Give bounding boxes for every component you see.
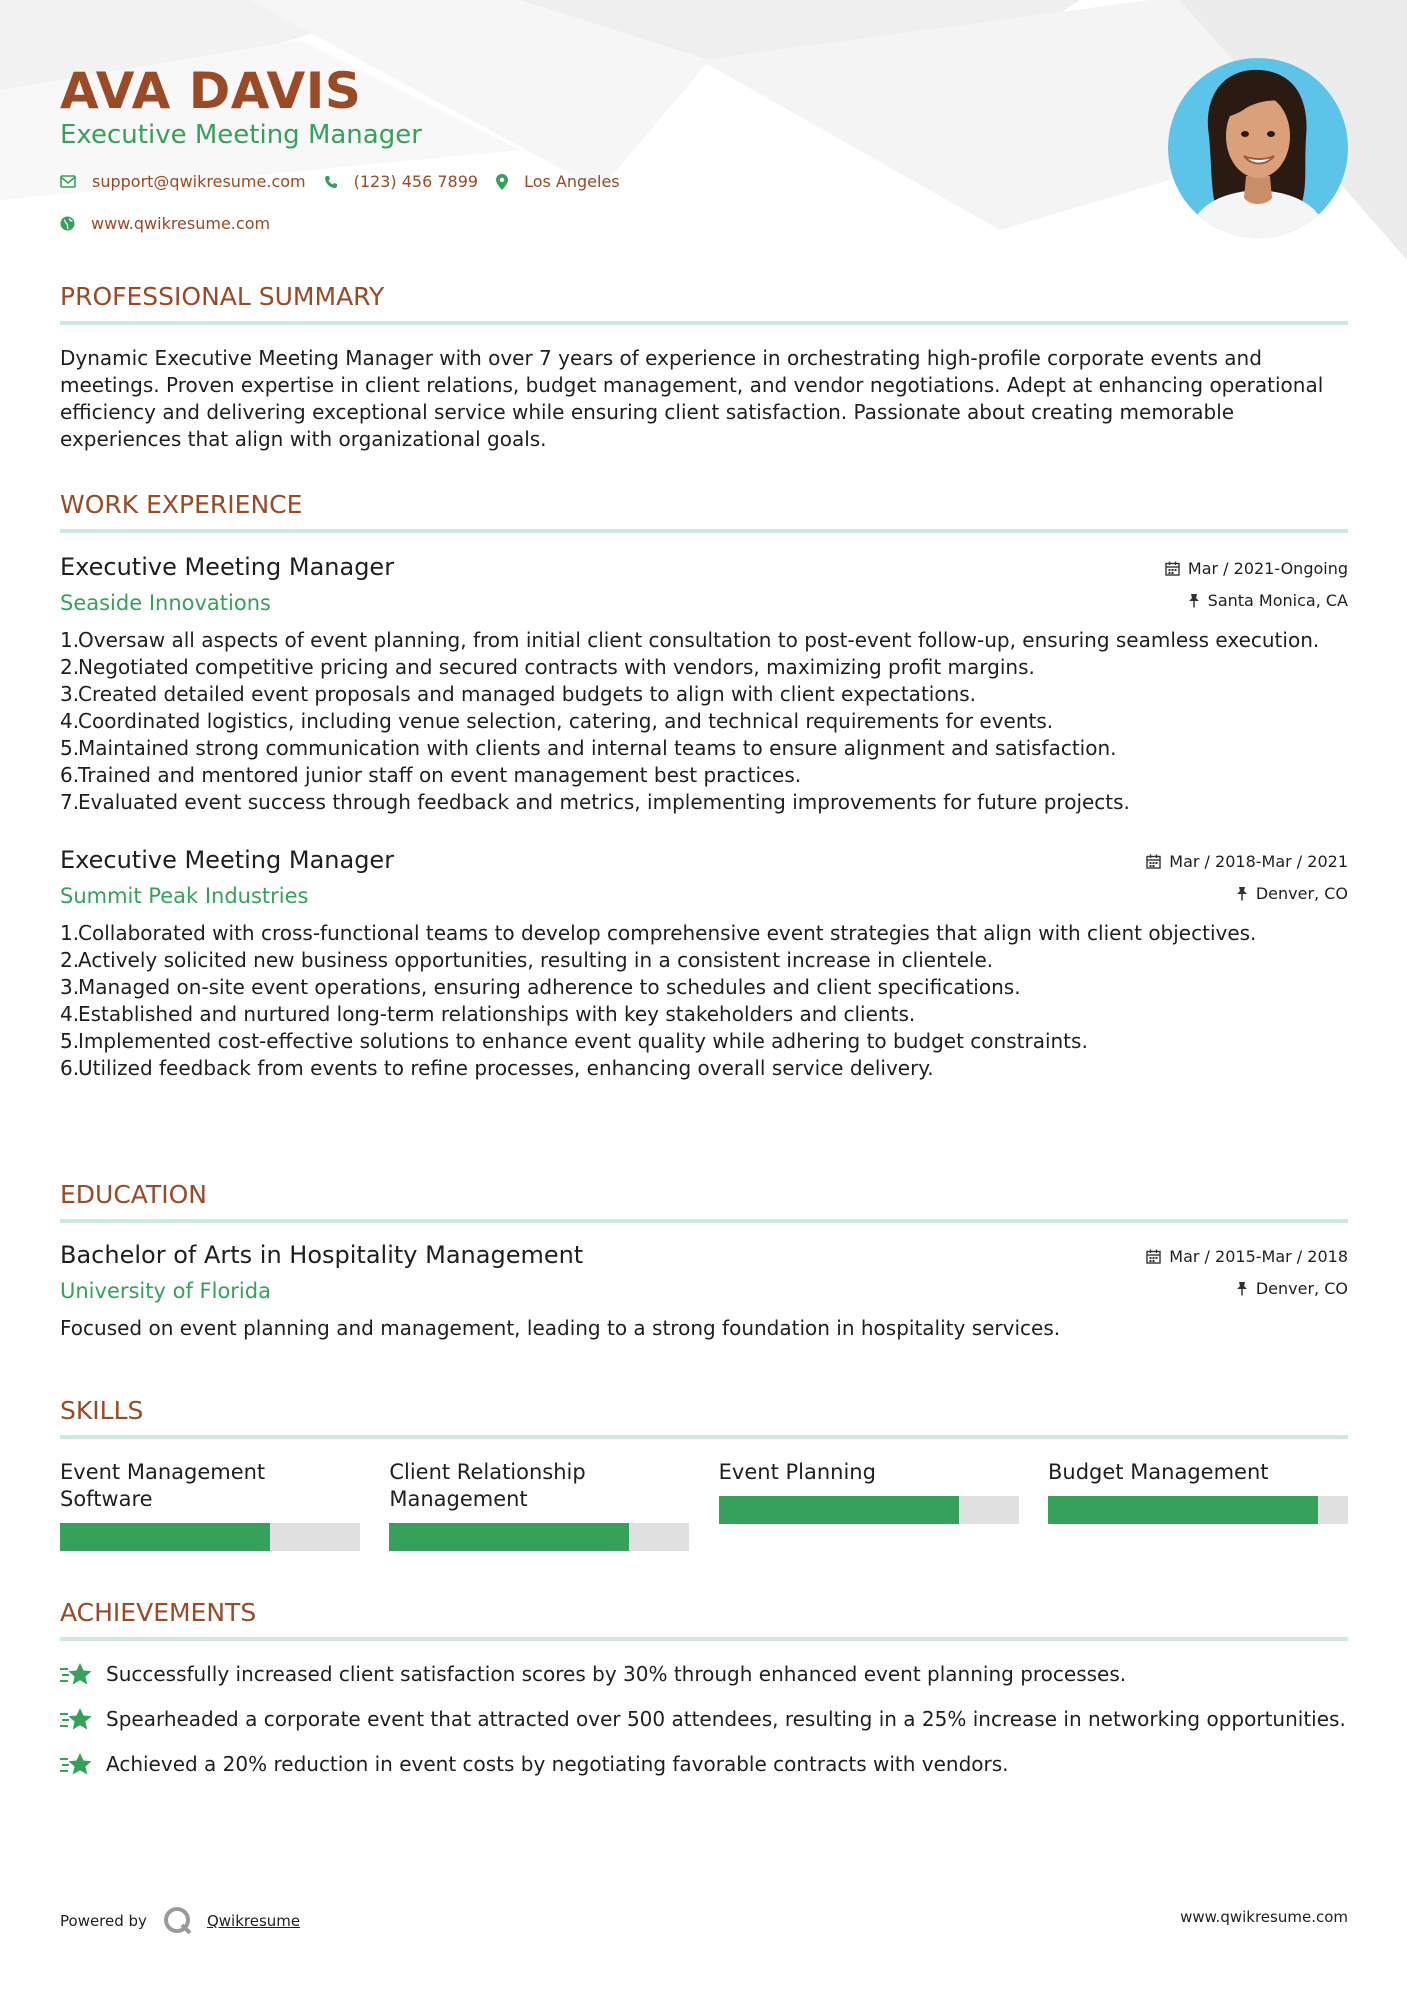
achievement-text: Successfully increased client satisfaction scores by 30% through enhanced event planning processes. <box>106 1662 1127 1686</box>
job-location-text: Denver, CO <box>1255 884 1348 903</box>
list-item: 2. Actively solicited new business opportunities, resulting in a consistent increase in clientele. <box>60 948 994 972</box>
list-item: 1. Oversaw all aspects of event planning, from initial client consultation to post-event follow-up, ensuring seamless execution. <box>60 628 1320 652</box>
calendar-icon <box>1165 561 1180 576</box>
powered-by <box>60 1906 300 1936</box>
skill-bar <box>60 1523 360 1551</box>
section-divider <box>60 1219 1348 1223</box>
job-dates <box>1146 852 1348 871</box>
footer-website[interactable]: www.qwikresume.com <box>1180 1908 1348 1926</box>
skill-name: Event Planning <box>718 1460 876 1484</box>
list-item: 2. Negotiated competitive pricing and secured contracts with vendors, maximizing profit margins. <box>60 655 1035 679</box>
map-pin-icon <box>496 174 508 190</box>
skill-bar <box>719 1496 1019 1524</box>
education-description: Focused on event planning and management, leading to a strong foundation in hospitality services. <box>60 1316 1061 1340</box>
education-section <box>60 1180 1348 1342</box>
skill-bar <box>1048 1496 1348 1524</box>
achievements-list <box>60 1661 1348 1779</box>
education-dates <box>1146 1247 1348 1266</box>
skill-bar-fill <box>389 1523 629 1551</box>
list-item <box>60 1751 1348 1779</box>
qwikresume-logo-icon <box>163 1906 193 1936</box>
pushpin-icon <box>1188 593 1200 608</box>
skill-bar-fill <box>1048 1496 1318 1524</box>
footer <box>60 1898 1348 1932</box>
job-dates-text: Mar / 2018-Mar / 2021 <box>1169 852 1348 871</box>
skill-item <box>60 1459 360 1551</box>
pushpin-icon <box>1236 886 1248 901</box>
achievements-section <box>60 1598 1348 1796</box>
achievement-text: Spearheaded a corporate event that attracted over 500 attendees, resulting in a 25% increase in networking opportunities. <box>106 1707 1346 1731</box>
school-name: University of Florida <box>60 1279 271 1303</box>
profile-photo <box>1168 58 1348 238</box>
summary-text: Dynamic Executive Meeting Manager with over 7 years of experience in orchestrating high-profile corporate events and meetings. Proven expertise in client relations, budget management, and vendor negotiations. Adept at enhancing operational efficiency and delivering exceptional service while ensuring client satisfaction. Passionate about creating memorable experiences that align with organizational goals. <box>60 346 1324 451</box>
list-item: 4. Coordinated logistics, including venue selection, catering, and technical requirements for events. <box>60 709 1054 733</box>
skills-grid <box>60 1459 1348 1551</box>
brand-link[interactable]: Qwikresume <box>206 1912 301 1930</box>
job-bullets <box>60 920 1348 1082</box>
achievements-heading: ACHIEVEMENTS <box>60 1598 257 1627</box>
list-item: 7. Evaluated event success through feedback and metrics, implementing improvements for future projects. <box>60 790 1130 814</box>
job-entry <box>60 553 1348 816</box>
section-divider <box>60 1637 1348 1641</box>
location-text: Los Angeles <box>524 172 620 191</box>
education-location <box>1236 1279 1348 1298</box>
skill-item <box>1048 1459 1348 1551</box>
skill-bar-fill <box>719 1496 959 1524</box>
experience-heading: WORK EXPERIENCE <box>60 490 303 519</box>
section-divider <box>60 529 1348 533</box>
summary-heading: PROFESSIONAL SUMMARY <box>60 282 385 311</box>
pushpin-icon <box>1236 1281 1248 1296</box>
list-item <box>60 1661 1348 1689</box>
job-entry <box>60 846 1348 1082</box>
job-title: Executive Meeting Manager <box>60 553 395 581</box>
list-item: 5. Maintained strong communication with clients and internal teams to ensure alignment and satisfaction. <box>60 736 1117 760</box>
list-item: 5. Implemented cost-effective solutions to enhance event quality while adhering to budget constraints. <box>60 1029 1088 1053</box>
skill-bar-fill <box>60 1523 270 1551</box>
candidate-title: Executive Meeting Manager <box>60 120 422 150</box>
skill-item <box>719 1459 1019 1551</box>
achievement-text: Achieved a 20% reduction in event costs by negotiating favorable contracts with vendors. <box>106 1752 1009 1776</box>
contact-row <box>60 172 638 191</box>
calendar-icon <box>1146 1249 1161 1264</box>
list-item: 1. Collaborated with cross-functional teams to develop comprehensive event strategies that align with client objectives. <box>60 921 1257 945</box>
job-company: Seaside Innovations <box>60 591 271 615</box>
website-text: www.qwikresume.com <box>91 214 271 233</box>
job-company: Summit Peak Industries <box>60 884 309 908</box>
phone-contact[interactable] <box>324 172 478 191</box>
job-dates <box>1165 559 1348 578</box>
phone-icon <box>324 175 338 189</box>
job-dates-text: Mar / 2021-Ongoing <box>1187 559 1348 578</box>
globe-icon <box>60 216 75 231</box>
email-text: support@qwikresume.com <box>92 172 306 191</box>
skill-item <box>389 1459 689 1551</box>
job-location-text: Santa Monica, CA <box>1207 591 1348 610</box>
website-row <box>60 214 288 233</box>
section-divider <box>60 321 1348 325</box>
list-item: 6. Utilized feedback from events to refine processes, enhancing overall service delivery. <box>60 1056 934 1080</box>
email-contact[interactable] <box>60 172 306 191</box>
section-divider <box>60 1435 1348 1439</box>
experience-section <box>60 490 1348 1082</box>
skill-name: Client Relationship Management <box>389 1460 586 1511</box>
list-item: 6. Trained and mentored junior staff on event management best practices. <box>60 763 802 787</box>
education-location-text: Denver, CO <box>1255 1279 1348 1298</box>
education-dates-text: Mar / 2015-Mar / 2018 <box>1169 1247 1348 1266</box>
job-bullets <box>60 627 1348 816</box>
powered-by-label: Powered by <box>60 1912 147 1930</box>
degree-title: Bachelor of Arts in Hospitality Management <box>60 1241 584 1269</box>
star-icon <box>60 1751 94 1779</box>
location-contact <box>496 172 620 191</box>
profile-portrait-illustration <box>1168 58 1348 238</box>
list-item <box>60 1706 1348 1734</box>
star-icon <box>60 1706 94 1734</box>
list-item: 3. Created detailed event proposals and managed budgets to align with client expectations. <box>60 682 977 706</box>
envelope-icon <box>60 175 76 188</box>
list-item: 4. Established and nurtured long-term relationships with key stakeholders and clients. <box>60 1002 916 1026</box>
summary-section <box>60 282 1348 453</box>
education-heading: EDUCATION <box>60 1180 207 1209</box>
job-location <box>1188 591 1348 610</box>
skill-name: Event Management Software <box>60 1460 266 1511</box>
list-item: 3. Managed on-site event operations, ensuring adherence to schedules and client specifications. <box>60 975 1021 999</box>
skill-name: Budget Management <box>1047 1460 1269 1484</box>
education-entry <box>60 1241 1348 1342</box>
star-icon <box>60 1661 94 1689</box>
skill-bar <box>389 1523 689 1551</box>
skills-heading: SKILLS <box>60 1396 144 1425</box>
job-location <box>1236 884 1348 903</box>
calendar-icon <box>1146 854 1161 869</box>
website-contact[interactable] <box>60 214 270 233</box>
skills-section <box>60 1396 1348 1551</box>
job-title: Executive Meeting Manager <box>60 846 395 874</box>
phone-text: (123) 456 7899 <box>353 172 479 191</box>
candidate-name: AVA DAVIS <box>60 62 362 120</box>
